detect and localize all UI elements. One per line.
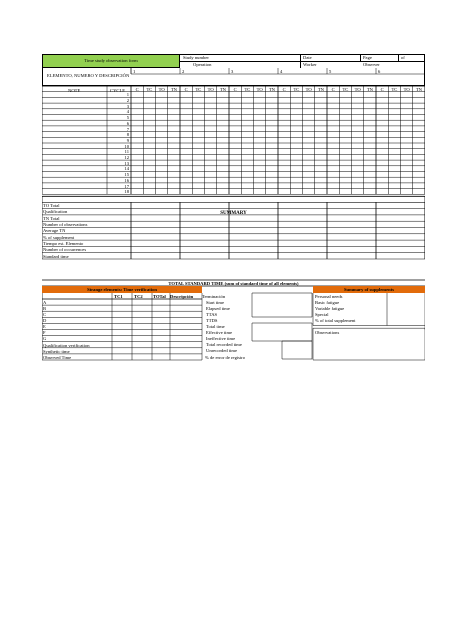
cycle-number: 12	[124, 155, 129, 160]
summary-row-label: Number of observations	[43, 222, 88, 227]
sub-column-header: TO	[305, 86, 312, 92]
verification-ttds: TTDS	[206, 317, 218, 323]
element-number: 4	[280, 69, 283, 74]
cycle-number: 15	[124, 172, 129, 178]
summary-row-label: Tiempo est. Elemento	[43, 240, 84, 246]
verification-total-time: Total time	[206, 324, 225, 329]
element-number: 3	[231, 69, 234, 74]
verification-termination: Terminación	[202, 293, 226, 299]
strange-column-header: TC2	[134, 293, 143, 299]
summary-row-label: Number of occurrences	[43, 247, 87, 253]
supplement-row: % of total supplement	[315, 317, 356, 323]
worker-label: Worker	[303, 62, 317, 67]
sub-column-header: TN	[415, 86, 422, 92]
element-number: 6	[378, 69, 381, 74]
strange-row-label: B	[43, 305, 47, 311]
sub-column-header: TN	[268, 86, 275, 92]
study-number-label: Study number	[183, 55, 209, 60]
element-description-label: ELEMENTO, NUMERO Y DESCRIPCIÓN	[47, 73, 130, 78]
cycle-number: 17	[124, 183, 129, 189]
sub-column-header: TC	[391, 86, 398, 92]
sub-column-header: TO	[354, 86, 361, 92]
cycle-number: 6	[126, 120, 129, 126]
summary-row-label: Qualification	[43, 209, 68, 215]
verification-start-time: Start time	[206, 299, 224, 305]
cycle-number: 5	[126, 115, 129, 121]
cycle-header: CYCLE	[110, 87, 126, 93]
qualification-verification: Qualification verification	[43, 342, 90, 348]
summary-row-label: % of supplement	[43, 234, 75, 240]
strange-row-label: G	[43, 336, 47, 342]
cycle-number: 11	[124, 149, 129, 155]
strange-column-header: TOTal	[153, 293, 166, 299]
supplement-row: Variable fatigue	[315, 305, 345, 311]
supplement-row: Special	[315, 311, 329, 317]
cycle-number: 9	[126, 137, 129, 143]
sub-column-header: C	[184, 86, 188, 92]
verification-unrecorded-time: Unrecorded time	[206, 348, 237, 354]
observed-time: Observed Time	[43, 354, 72, 360]
time-study-form	[42, 54, 425, 372]
cycle-number: 2	[126, 98, 129, 103]
cycle-number: 18	[124, 189, 129, 195]
sub-column-header: TC	[342, 86, 349, 92]
strange-elements-title: Strange elements: Time verification	[87, 287, 157, 292]
operation-label: Operation	[193, 62, 212, 67]
cycle-number: 4	[126, 109, 129, 115]
sub-column-header: C	[331, 86, 335, 92]
sub-column-header: TO	[158, 86, 165, 92]
supplements-title: Summary of supplements	[343, 287, 395, 292]
date-label: Date	[303, 55, 312, 60]
synthetic-time: Synthetic time	[43, 348, 70, 354]
form-title: Time study observation form	[84, 58, 138, 63]
strange-row-label: C	[43, 312, 47, 317]
sub-column-header: TN	[366, 86, 373, 92]
element-number: 2	[182, 69, 185, 74]
cycle-number: 8	[126, 132, 129, 138]
note-header: NOTE	[68, 87, 81, 93]
strange-row-label: F	[43, 330, 46, 336]
strange-column-header: Descripción	[170, 293, 194, 299]
sub-column-header: C	[233, 86, 237, 92]
cycle-number: 3	[126, 103, 129, 109]
summary-row-label: Average TN	[43, 228, 66, 234]
observations-label: Observations	[315, 330, 340, 336]
supplement-row: Basic fatigue	[315, 299, 340, 305]
sub-column-header: TC	[293, 86, 300, 92]
sub-column-header: C	[135, 86, 139, 92]
verification-error: % de error de registro	[205, 354, 246, 360]
cycle-number: 1	[126, 92, 129, 98]
element-number: 1	[133, 69, 136, 74]
sub-column-header: TC	[146, 86, 153, 92]
sub-column-header: TN	[219, 86, 226, 92]
strange-row-label: E	[43, 324, 46, 330]
sub-column-header: TO	[256, 86, 263, 92]
sub-column-header: TC	[195, 86, 202, 92]
page-label: Page	[363, 55, 372, 60]
sub-column-header: C	[282, 86, 286, 92]
verification-ineffective-time: Ineffective time	[206, 336, 236, 342]
verification-effective-time: Effective time	[206, 330, 233, 336]
element-number: 5	[329, 69, 332, 74]
strange-column-header: TC1	[114, 293, 123, 299]
cycle-number: 14	[124, 166, 129, 172]
sub-column-header: TN	[317, 86, 324, 92]
total-standard-time: TOTAL STANDARD TIME (sum of standard time of all elements)	[168, 280, 299, 286]
cycle-number: 13	[124, 160, 129, 166]
verification-ttas: TTAS	[206, 311, 218, 317]
cycle-number: 16	[124, 177, 129, 183]
sub-column-header: C	[380, 86, 384, 92]
strange-row-label: D	[43, 318, 47, 324]
verification-elapsed-time: Elapsed time	[206, 305, 230, 311]
summary-row-label: TO Total	[43, 203, 60, 209]
strange-row-label: A	[43, 299, 47, 305]
cycle-number: 7	[126, 126, 129, 132]
summary-title: SUMMARY	[220, 211, 247, 216]
of-label: of	[401, 55, 405, 60]
sub-column-header: TO	[403, 86, 410, 92]
sub-column-header: TN	[170, 86, 177, 92]
verification-total-recorded-time: Total recorded time	[206, 342, 242, 348]
supplement-row: Personal needs	[315, 293, 343, 299]
sub-column-header: TC	[244, 86, 251, 92]
observer-label: Observer	[363, 62, 380, 67]
summary-row-label: Standard time	[43, 253, 69, 259]
sub-column-header: TO	[207, 86, 214, 92]
summary-row-label: TN Total	[43, 215, 60, 221]
cycle-number: 10	[124, 143, 129, 149]
